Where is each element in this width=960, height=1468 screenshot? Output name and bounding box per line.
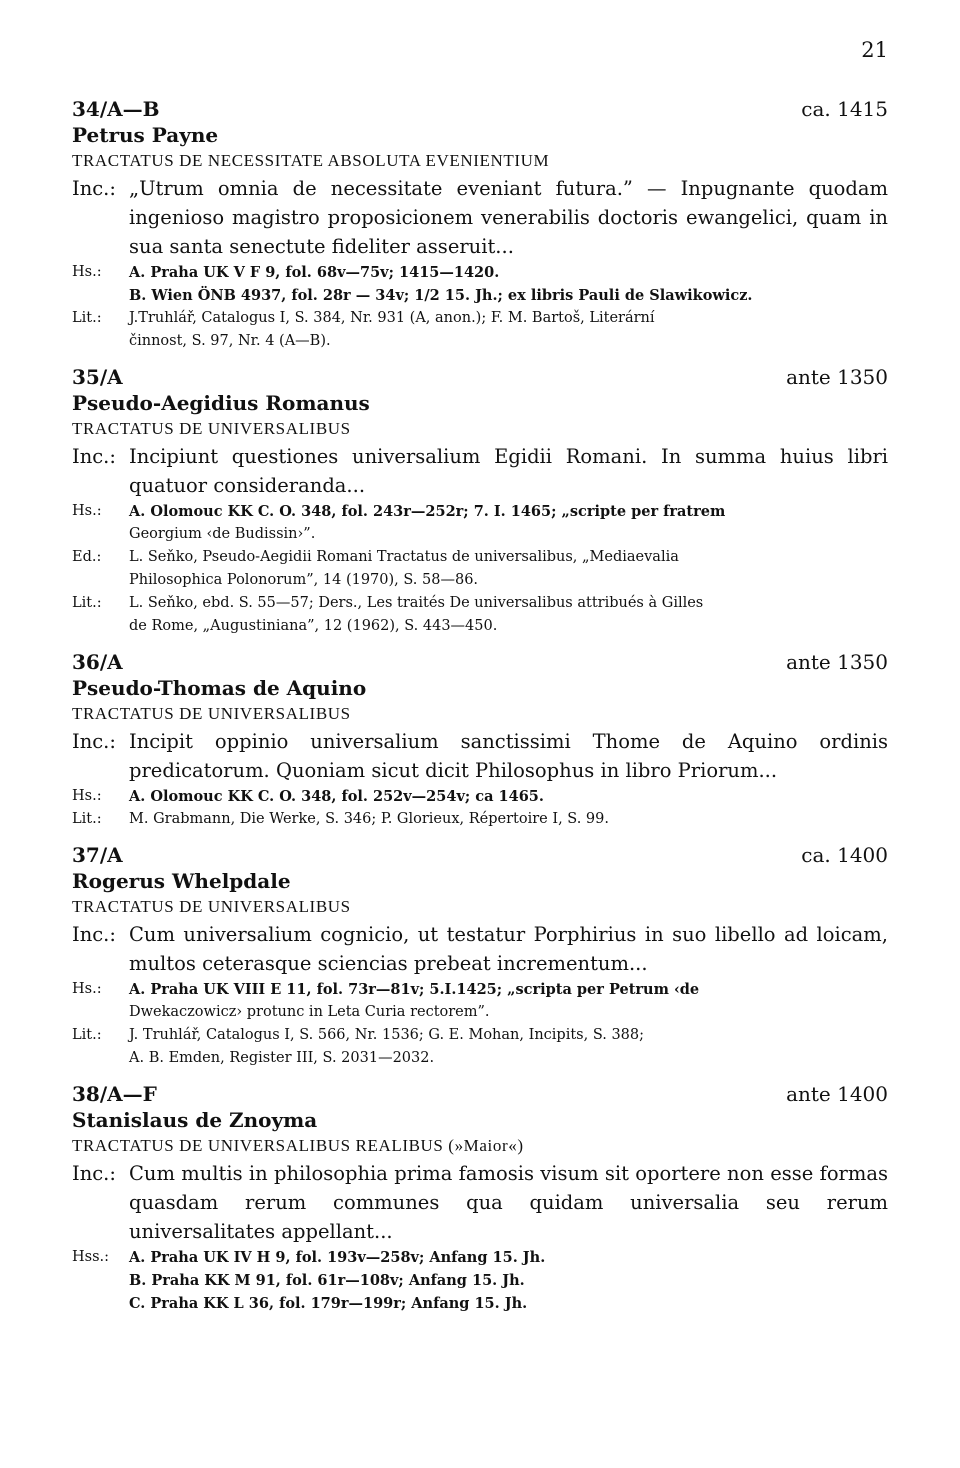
- manuscript-line: B. Wien ÖNB 4937, fol. 28r — 34v; 1/2 15. Jh.; ex libris Pauli de Slawikowicz.: [129, 287, 753, 304]
- entry-id: 34/A—B: [72, 97, 160, 121]
- entry-title: TRACTATUS DE UNIVERSALIBUS: [72, 897, 351, 916]
- entry-title: TRACTATUS DE UNIVERSALIBUS REALIBUS (»Maior«): [72, 1136, 524, 1155]
- incipit-label: Inc.:: [72, 1162, 116, 1185]
- entry-date: ca. 1415: [801, 97, 888, 121]
- manuscripts-label: Hs.:: [72, 264, 102, 280]
- literature-label: Lit.:: [72, 1027, 102, 1043]
- incipit: [72, 727, 888, 785]
- manuscript-line: A. Praha UK IV H 9, fol. 193v—258v; Anfang 15. Jh.: [129, 1249, 546, 1266]
- manuscript-line: C. Praha KK L 36, fol. 179r—199r; Anfang 15. Jh.: [129, 1295, 528, 1312]
- literature: [72, 307, 888, 353]
- incipit-label: Inc.:: [72, 730, 116, 753]
- manuscripts: [72, 500, 888, 546]
- incipit-text: Cum universalium cognicio, ut testatur Porphirius in suo libello ad loicam, multos ceterasque sciencias prebeat incrementum...: [129, 923, 888, 975]
- literature-line: de Rome, „Augustiniana”, 12 (1962), S. 443—450.: [129, 618, 498, 634]
- entry-date: ca. 1400: [801, 843, 888, 867]
- entry-date: ante 1350: [786, 650, 888, 674]
- literature-label: Lit.:: [72, 811, 102, 827]
- edition-line: Philosophica Polonorum”, 14 (1970), S. 58—86.: [129, 572, 479, 588]
- literature-label: Lit.:: [72, 595, 102, 611]
- entry-header: [72, 1081, 888, 1107]
- manuscript-line: Georgium ‹de Budissin›”.: [129, 526, 316, 542]
- catalog-entry: [72, 364, 888, 638]
- literature: [72, 808, 888, 831]
- incipit: [72, 174, 888, 261]
- entry-id: 38/A—F: [72, 1082, 157, 1106]
- entry-id: 36/A: [72, 650, 123, 674]
- literature: [72, 1024, 888, 1070]
- entry-date: ante 1400: [786, 1082, 888, 1106]
- entry-header: [72, 364, 888, 390]
- manuscripts-label: Hs.:: [72, 788, 102, 804]
- entry-date: ante 1350: [786, 365, 888, 389]
- literature-line: A. B. Emden, Register III, S. 2031—2032.: [129, 1050, 435, 1066]
- edition: [72, 546, 888, 592]
- entry-header: [72, 842, 888, 868]
- catalog-entry: [72, 842, 888, 1070]
- manuscript-line: A. Olomouc KK C. O. 348, fol. 252v—254v; ca 1465.: [129, 788, 544, 805]
- manuscripts: [72, 1246, 888, 1315]
- literature-line: J.Truhlář, Catalogus I, S. 384, Nr. 931 (A, anon.); F. M. Bartoš, Literární: [129, 310, 655, 326]
- incipit-text: Cum multis in philosophia prima famosis visum sit oportere non esse formas quasdam rerum communes qua quidam universalia seu rerum universalitates appellant...: [129, 1162, 888, 1243]
- entry-id: 37/A: [72, 843, 123, 867]
- entry-id: 35/A: [72, 365, 123, 389]
- catalog-entry: [72, 649, 888, 831]
- entry-author: Pseudo-Thomas de Aquino: [72, 676, 367, 700]
- manuscript-line: Dwekaczowicz› protunc in Leta Curia rectorem”.: [129, 1004, 490, 1020]
- incipit-text: Incipit oppinio universalium sanctissimi Thome de Aquino ordinis predicatorum. Quoniam sicut dicit Philosophus in libro Priorum...: [129, 730, 888, 782]
- incipit: [72, 920, 888, 978]
- entry-title: TRACTATUS DE NECESSITATE ABSOLUTA EVENIENTIUM: [72, 151, 550, 170]
- manuscripts-label: Hs.:: [72, 503, 102, 519]
- edition-line: L. Seňko, Pseudo-Aegidii Romani Tractatus de universalibus, „Mediaevalia: [129, 549, 679, 565]
- catalog-entry: [72, 1081, 888, 1315]
- manuscript-line: B. Praha KK M 91, fol. 61r—108v; Anfang 15. Jh.: [129, 1272, 525, 1289]
- entry-author: Petrus Payne: [72, 123, 219, 147]
- entry-author: Rogerus Whelpdale: [72, 869, 291, 893]
- incipit-text: Incipiunt questiones universalium Egidii Romani. In summa huius libri quatuor consideranda...: [129, 445, 888, 497]
- manuscript-line: A. Praha UK VIII E 11, fol. 73r—81v; 5.I.1425; „scripta per Petrum ‹de: [129, 981, 700, 998]
- incipit-label: Inc.:: [72, 445, 116, 468]
- entry-header: [72, 649, 888, 675]
- literature: [72, 592, 888, 638]
- catalog-entries: [72, 96, 888, 1326]
- incipit: [72, 442, 888, 500]
- literature-line: J. Truhlář, Catalogus I, S. 566, Nr. 1536; G. E. Mohan, Incipits, S. 388;: [129, 1027, 645, 1043]
- incipit: [72, 1159, 888, 1246]
- entry-author: Pseudo-Aegidius Romanus: [72, 391, 370, 415]
- page-number: 21: [861, 38, 888, 62]
- entry-title: TRACTATUS DE UNIVERSALIBUS: [72, 419, 351, 438]
- entry-title: TRACTATUS DE UNIVERSALIBUS: [72, 704, 351, 723]
- manuscripts: [72, 978, 888, 1024]
- edition-label: Ed.:: [72, 549, 102, 565]
- manuscripts: [72, 785, 888, 808]
- literature-line: činnost, S. 97, Nr. 4 (A—B).: [129, 333, 331, 349]
- literature-line: M. Grabmann, Die Werke, S. 346; P. Glorieux, Répertoire I, S. 99.: [129, 811, 609, 827]
- catalog-entry: [72, 96, 888, 353]
- entry-header: [72, 96, 888, 122]
- literature-line: L. Seňko, ebd. S. 55—57; Ders., Les traités De universalibus attribués à Gilles: [129, 595, 704, 611]
- manuscripts-label: Hss.:: [72, 1249, 110, 1265]
- manuscript-line: A. Praha UK V F 9, fol. 68v—75v; 1415—1420.: [129, 264, 500, 281]
- manuscripts-label: Hs.:: [72, 981, 102, 997]
- manuscript-line: A. Olomouc KK C. O. 348, fol. 243r—252r; 7. I. 1465; „scripte per fratrem: [129, 503, 726, 520]
- incipit-text: „Utrum omnia de necessitate eveniant futura.” — Inpugnante quodam ingenioso magistro proposicionem venerabilis doctoris ewangelici, quam in sua santa senectute fideliter asseruit...: [129, 177, 888, 258]
- incipit-label: Inc.:: [72, 177, 116, 200]
- manuscripts: [72, 261, 888, 307]
- entry-author: Stanislaus de Znoyma: [72, 1108, 318, 1132]
- incipit-label: Inc.:: [72, 923, 116, 946]
- literature-label: Lit.:: [72, 310, 102, 326]
